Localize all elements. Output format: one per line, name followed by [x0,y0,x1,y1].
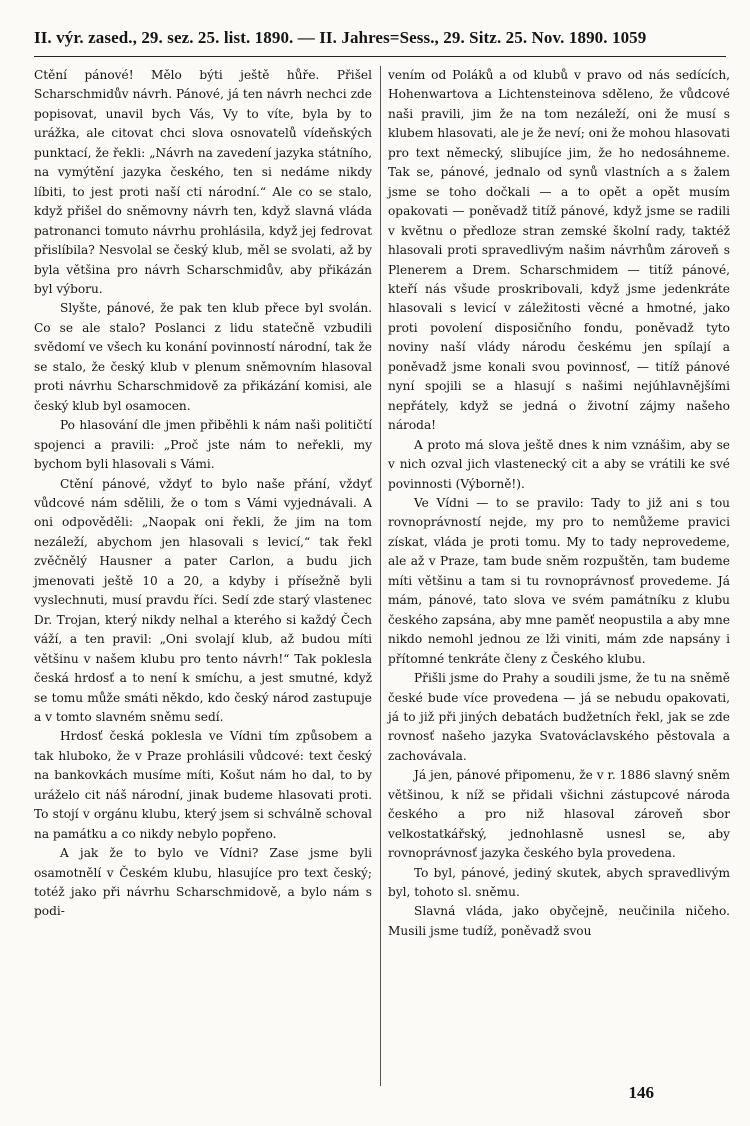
column-divider [380,66,381,1086]
left-column [34,66,372,922]
left-paragraph-1: Ctění pánové! Mělo býti ještě hůře. Přišel Scharschmidův návrh. Pánové, já ten návrh nechci zde popisovat, unavil bych Vás, Vy to víte, byla by to urážka, ale citovat chci slova osnovatelů vídeňských punktací, že řekli: „Návrh na zavedení jazyka státního, na vymýtění jazyka českého, ten si nedáme nikdy líbiti, to jest proti naší cti národní.“ Ale co se stalo, když přišel do sněmovny návrh ten, když slavná vláda patronanci tomuto návrhu prohlásila, když jej fedrovat přislíbila? Nesvolal se český klub, měl se svolati, až by byla většina pro návrh Scharschmidův, aby přikázán byl výboru. [34,68,372,296]
right-paragraph-6: To byl, pánové, jediný skutek, abych spravedlivým byl, tohoto sl. sněmu. [388,865,730,900]
right-paragraph-7: Slavná vláda, jako obyčejně, neučinila ničeho. Musili jsme tudíž, poněvadž svou [388,904,730,938]
right-paragraph-4: Přišli jsme do Prahy a soudili jsme, že tu na sněmě české bude více provedena — já se nebudu opakovati, já to již při jiných debatách budžetních řekl, jak se zde rovnosť našeho jazyka Svatováclavského pěstovala a zachovávala. [388,671,730,763]
right-paragraph-5: Já jen, pánové připomenu, že v r. 1886 slavný sněm většinou, k níž se přidali všichni zástupcové národa českého a pro niž hlasoval zároveň sbor velkostatkářský, jednohlasně usnesl se, aby rovnoprávnosť jazyka českého byla provedena. [388,768,730,861]
header-rule [34,56,726,57]
right-paragraph-2: A proto má slova ještě dnes k nim vznášim, aby se v nich ozval jich vlastenecký cit a aby se vrátili ke své povinnosti (Výborně!). [388,437,730,491]
running-head: II. výr. zased., 29. sez. 25. list. 1890. — II. Jahres=Sess., 29. Sitz. 25. Nov. 1890. 1059 [34,28,647,47]
left-paragraph-3: Po hlasování dle jmen přiběhli k nám naši političtí spojenci a pravili: „Proč jste nám to neřekli, my bychom byli hlasovali s Vámi. [34,418,372,472]
page-number: 146 [628,1083,654,1102]
left-paragraph-4: Ctění pánové, vždyť to bylo naše přání, vždyť vůdcové nám sdělili, že o tom s Vámi vyjednávali. A oni odpověděli: „Naopak oni řekli, že jim na tom nezáleží, abychom jen hlasovali s levicí,“ tak řekl zvěčnělý Hausner a pater Carlon, a budu jich jmenovati ještě 10 a 20, a kdyby i přísežně byli vyslechnuti, musí pravdu říci. Sedí zde starý vlastenec Dr. Trojan, který nikdy nelhal a kterého si každý Čech váží, a ten pravil: „Oni svolají klub, až budou míti většinu v našem klubu pro tento návrh!“ Tak poklesla česká hrdosť a to není k smíchu, a jest smutné, když se tomu může smáti někdo, kdo český národ zastupuje a v tomto slavném sněmu sedí. [34,476,372,724]
left-paragraph-6: A jak že to bylo ve Vídni? Zase jsme byli osamotnělí v Českém klubu, hlasujíce pro text český; totéž jako při návrhu Scharschmidově, a bylo nám s podi- [34,846,372,919]
left-paragraph-5: Hrdosť česká poklesla ve Vídni tím způsobem a tak hluboko, že v Praze prohlásili vůdcové: text český na bankovkách musíme míti, Košut nám ho dal, to by uráželo cit náš národní, jinak budeme hlasovati proti. To stojí v orgánu klubu, který jsem si schválně schoval na památku a co nikdy nebylo popřeno. [34,729,372,841]
right-paragraph-3: Ve Vídni — to se pravilo: Tady to již ani s tou rovnoprávností nejde, my pro to nemůžeme pravici získat, vláda je proti tomu. My to tady neprovedeme, ale až v Praze, tam bude sněm rozpuštěn, tam budeme míti většinu a tam si tu rovnoprávnosť provedeme. Já mám, pánové, tato slova ve svém památníku z klubu českého zapsána, aby mne paměť neopustila a aby mne nikdo nemohl jednou ze lži viniti, mám zde napsány i přítomné tenkráte členy z Českého klubu. [388,495,730,666]
left-paragraph-2: Slyšte, pánové, že pak ten klub přece byl svolán. Co se ale stalo? Poslanci z lidu statečně vzbudili svědomí ve všech ku konání povinností národní, tak že se stalo, že český klub v plenum sněmovním hlasoval proti návrhu Scharschmidově za přikázání komisi, ale český klub byl osamocen. [34,301,372,413]
right-paragraph-1: vením od Poláků a od klubů v pravo od nás sedících, Hohenwartova a Lichtensteinova sděleno, že vůdcové naši pravili, jim že na tom nezáleží, oni že musí s klubem hlasovati, ale je že neví; oni že mohou hlasovati pro text německý, slibujíce jim, že ho nedosáhneme. Tak se, pánové, jednalo od synů vlastních a s žalem jsme se toho dočkali — a to opět a opět musím opakovati — poněvadž titíž pánové, když jsme se radili v květnu o předloze stran zemské školní rady, taktéž hlasovali proti spravedlivým našim návrhům zároveň s Plenerem a Drem. Scharschmidem — titíž pánové, kteří nás všude proskribovali, když jsme jedenkráte hlasovali s levicí v záležitosti věcné a hmotné, jako proti povolení disposičního fondu, poněvadž tyto noviny naší vlády národu českému jen spílají a poněvadž jsme konali svou povinnosť, — titíž pánové nyní spojili se a hlasují s našimi nejúhlavnějšími nepřátely, když se jedná o životní zájmy našeho národa! [388,68,730,433]
right-column [388,66,730,941]
